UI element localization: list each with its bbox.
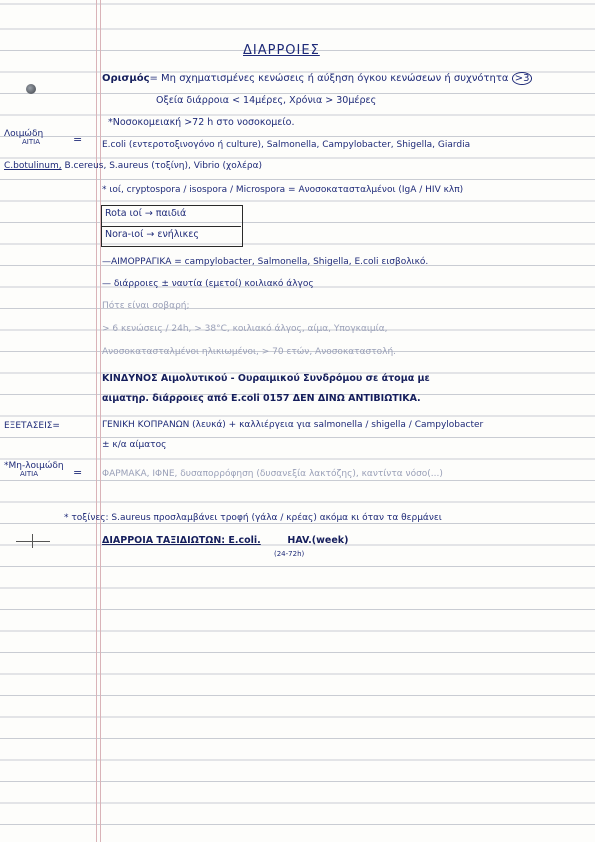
toxins-line: * τοξίνες: S.aureus προσλαμβάνει τροφή (γάλα / κρέας) ακόμα κι όταν τα θερμάνει: [64, 513, 442, 523]
exams-label: ΕΞΕΤΑΣΕΙΣ=: [4, 421, 60, 431]
symptoms-line: — διάρροιες ± ναυτία (εμετοί) κοιλιακό άλγος: [102, 279, 314, 289]
acute-chronic-line: Οξεία διάρροια < 14μέρες, Χρόνια > 30μέρες: [156, 95, 377, 106]
haemorrhagic-line: —ΑΙΜΟΡΡΑΓΙΚΑ = campylobacter, Salmonella, Shigella, E.coli εισβολικό.: [102, 257, 429, 267]
nosocomial-line: *Νοσοκομειακή >72 h στο νοσοκομείο.: [108, 117, 295, 128]
noninfectious-causes-label: *Μη-λοιμώδη ΑΙΤΙΑ: [4, 461, 64, 479]
exams-line-2: ± κ/α αίματος: [102, 440, 167, 450]
travellers-diarrhoea-line: [102, 536, 348, 546]
punch-hole-icon: [26, 84, 36, 94]
rota-line: Rota ιοί → παιδιά: [105, 208, 187, 219]
warning-line-1: ΚΙΝΔΥΝΟΣ Αιμολυτικού - Ουραιμικού Συνδρόμου σε άτομα με: [102, 373, 430, 384]
infectious-line-3: * ιοί, cryptospora / isospora / Microspora = Ανοσοκατασταλμένοι (IgA / HIV κλπ): [102, 185, 464, 195]
definition-label: Ορισμός: [102, 73, 150, 84]
definition-line: [102, 72, 532, 85]
definition-text: = Μη σχηματισμένες κενώσεις ή αύξηση όγκου κενώσεων ή συχνότητα: [149, 73, 509, 84]
infectious-line-2: C.botulinum, B.cereus, S.aureus (τοξίνη), Vibrio (χολέρα): [4, 161, 263, 171]
viruses-box-divider: [101, 226, 241, 227]
c-botulinum-label: C.botulinum,: [4, 161, 62, 171]
margin-line: [96, 0, 97, 842]
noninfectious-eq: =: [73, 466, 83, 479]
severity-question: Πότε είναι σοβαρή;: [102, 301, 190, 311]
infectious-eq: =: [73, 133, 83, 146]
circled-value: >3: [512, 72, 533, 85]
infectious-line-1: E.coli (εντεροτοξινογόνο ή culture), Salmonella, Campylobacter, Shigella, Giardia: [102, 140, 471, 150]
margin-mark: [16, 534, 50, 548]
travellers-diarrhoea-text: ΔΙΑΡΡΟΙΑ ΤΑΞΙΔΙΩΤΩΝ: E.coli.: [102, 535, 261, 546]
warning-line-2: αιματηρ. διάρροιες από E.coli 0157 ΔΕΝ ΔΙΝΩ ΑΝΤΙΒΙΩΤΙΚΑ.: [102, 393, 421, 404]
margin-line: [100, 0, 101, 842]
infectious-causes-label: Λοιμώδη ΑΙΤΙΑ: [4, 129, 44, 147]
severity-line-2: Ανοσοκατασταλμένοι ηλικιωμένοι, > 70 ετών, Ανοσοκαταστολή.: [102, 347, 397, 357]
travel-time: (24-72h): [274, 550, 305, 558]
severity-line-1: > 6 κενώσεις / 24h, > 38°C, κοιλιακό άλγος, αίμα, Υπογκαιμία,: [102, 324, 388, 334]
noninfectious-line: ΦΑΡΜΑΚΑ, ΙΦΝΕ, δυσαπορρόφηση (δυσανεξία λακτόζης), καντίντα νόσο(...): [102, 469, 443, 479]
nora-line: Nora-ιοί → ενήλικες: [105, 229, 199, 240]
exams-line-1: ΓΕΝΙΚΗ ΚΟΠΡΑΝΩΝ (λευκά) + καλλιέργεια για salmonella / shigella / Campylobacter: [102, 420, 484, 430]
hav-text: HAV.(week): [287, 535, 349, 546]
page-title: ΔΙΑΡΡΟΙΕΣ: [243, 43, 320, 58]
